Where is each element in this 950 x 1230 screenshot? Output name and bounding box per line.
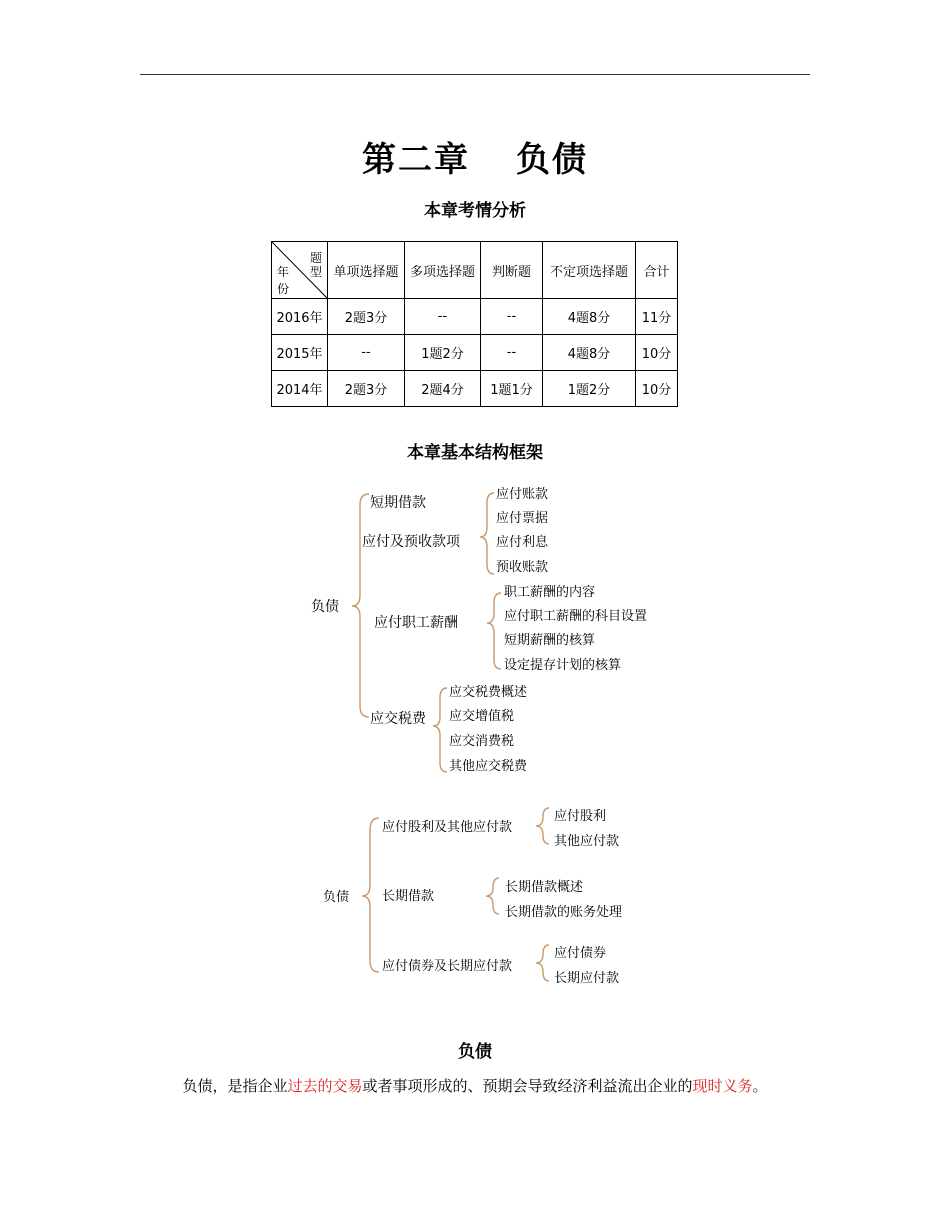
definition-text: 或者事项形成的、预期会导致经济利益流出企业的 [362, 1077, 693, 1095]
corner-label-xing: 型 [310, 265, 323, 279]
long-loan-bracket [486, 878, 499, 914]
highlight-past-transaction: 过去的交易 [287, 1077, 363, 1095]
table-cell: 10分 [636, 335, 678, 371]
table-cell: 2题3分 [328, 299, 405, 335]
table-header-cell: 合计 [636, 242, 678, 299]
tree2-long-loan-label: 长期借款 [382, 889, 435, 904]
root-bracket [362, 818, 379, 972]
tree1-tax-label: 应交税费 [370, 711, 426, 727]
tree1-tax-item: 其他应交税费 [449, 759, 528, 774]
table-cell-year: 2015年 [272, 335, 328, 371]
table-header-cell: 判断题 [481, 242, 543, 299]
table-cell: 4题8分 [543, 299, 636, 335]
chapter-number: 第二章 [362, 140, 470, 180]
tree1-tax-item: 应交税费概述 [449, 685, 528, 700]
definition-heading: 负债 [458, 1042, 492, 1062]
table-cell: 2题4分 [405, 371, 481, 407]
tree2-bonds-item: 应付债券 [554, 946, 607, 961]
tree1-salary-item: 职工薪酬的内容 [504, 585, 596, 600]
dividends-bracket [536, 808, 549, 844]
tree1-tax-item: 应交消费税 [449, 734, 515, 749]
table-cell: 1题2分 [405, 335, 481, 371]
tree1-salary-item: 设定提存计划的核算 [504, 658, 622, 673]
tree2-dividends-item: 其他应付款 [554, 834, 620, 849]
tree1-salary-item: 应付职工薪酬的科目设置 [504, 609, 648, 624]
bonds-bracket [536, 945, 549, 981]
table-cell: 1题2分 [543, 371, 636, 407]
tree1-payables-label: 应付及预收款项 [362, 534, 460, 550]
definition-text: 负债，是指企业 [182, 1077, 288, 1095]
tree1-root-label: 负债 [311, 599, 339, 615]
table-cell-year: 2016年 [272, 299, 328, 335]
exam-analysis-heading: 本章考情分析 [424, 201, 526, 221]
table-cell: -- [405, 299, 481, 335]
table-cell: -- [481, 335, 543, 371]
tree1-salary-label: 应付职工薪酬 [374, 615, 458, 631]
table-cell: 2题3分 [328, 371, 405, 407]
tree1-payables-item: 预收账款 [496, 560, 549, 575]
framework-heading: 本章基本结构框架 [407, 443, 543, 463]
tree1-payables-item: 应付票据 [496, 511, 549, 526]
tree1-short-loan: 短期借款 [370, 495, 426, 511]
table-header-cell: 单项选择题 [328, 242, 405, 299]
tree1-tax-item: 应交增值税 [449, 709, 515, 724]
tree1-payables-item: 应付账款 [496, 487, 549, 502]
tree2-root-label: 负债 [323, 890, 350, 905]
tree2-long-loan-item: 长期借款的账务处理 [505, 905, 623, 920]
table-cell: 1题1分 [481, 371, 543, 407]
tree2-long-loan-item: 长期借款概述 [505, 880, 584, 895]
tree2-bonds-item: 长期应付款 [554, 971, 620, 986]
table-cell: 10分 [636, 371, 678, 407]
table-header-cell: 不定项选择题 [543, 242, 636, 299]
tree2-dividends-label: 应付股利及其他应付款 [382, 820, 513, 835]
tree1-salary-item: 短期薪酬的核算 [504, 633, 596, 648]
definition-paragraph [0, 1075, 950, 1096]
tree1-payables-item: 应付利息 [496, 535, 549, 550]
tree2-dividends-item: 应付股利 [554, 809, 607, 824]
corner-label-nian: 年 [277, 265, 290, 279]
corner-label-ti: 题 [310, 251, 323, 265]
table-cell: 4题8分 [543, 335, 636, 371]
highlight-present-obligation: 现时义务 [692, 1077, 753, 1095]
table-cell: 11分 [636, 299, 678, 335]
corner-label-fen: 份 [277, 282, 290, 296]
table-cell: -- [481, 299, 543, 335]
table-cell-year: 2014年 [272, 371, 328, 407]
definition-text: 。 [752, 1077, 768, 1095]
tree2-bonds-label: 应付债券及长期应付款 [382, 959, 513, 974]
table-cell: -- [328, 335, 405, 371]
chapter-name: 负债 [516, 140, 588, 180]
table-header-cell: 多项选择题 [405, 242, 481, 299]
